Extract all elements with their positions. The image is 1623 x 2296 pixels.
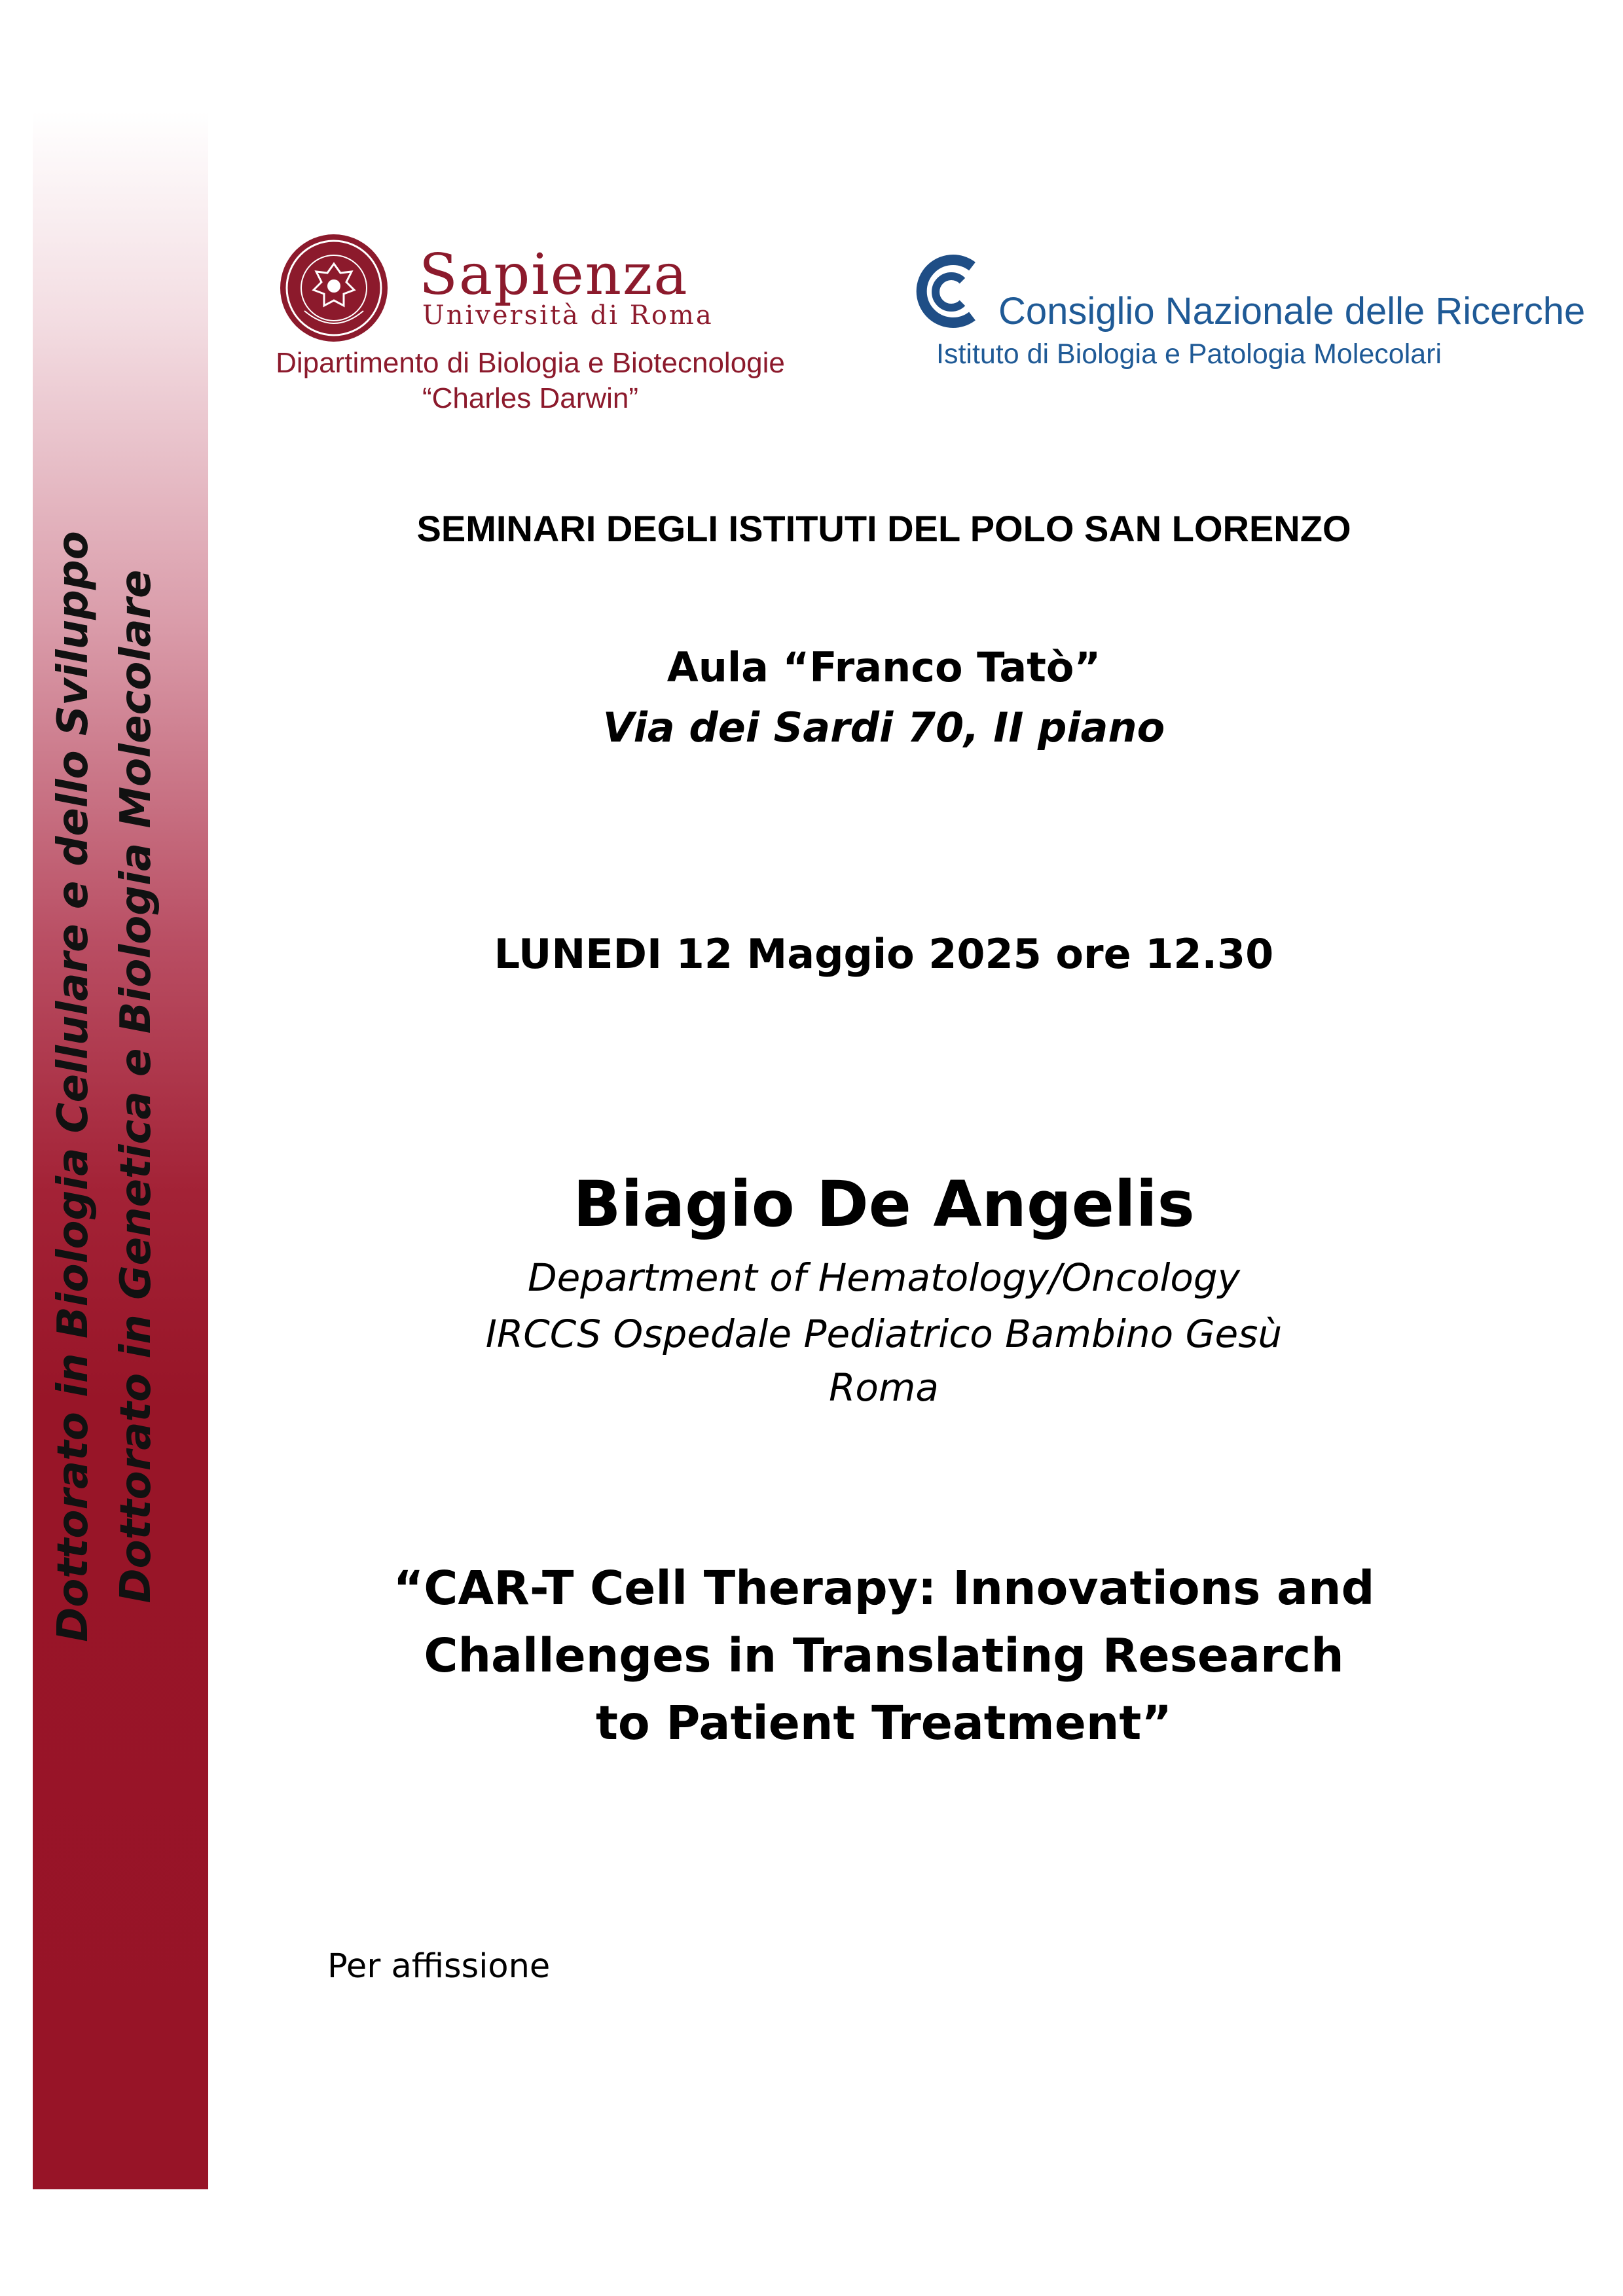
cnr-wordmark: Consiglio Nazionale delle Ricerche	[998, 290, 1586, 332]
cnr-logo	[910, 252, 982, 331]
posting-note: Per affissione	[327, 1947, 551, 1986]
sapienza-subtitle: Università di Roma	[422, 300, 714, 331]
phd-program-1: Dottorato in Biologia Cellulare e dello Sviluppo	[49, 531, 98, 1642]
phd-programs	[42, 497, 199, 1676]
talk-title	[367, 1554, 1401, 1757]
speaker-institution: IRCCS Ospedale Pediatrico Bambino Gesù	[485, 1312, 1283, 1356]
seminar-series-title: SEMINARI DEGLI ISTITUTI DEL POLO SAN LORENZO	[416, 508, 1351, 549]
speaker-city: Roma	[829, 1365, 939, 1410]
event-datetime: LUNEDI 12 Maggio 2025 ore 12.30	[494, 930, 1274, 978]
venue-address: Via dei Sardi 70, II piano	[602, 704, 1165, 751]
talk-title-line: “CAR-T Cell Therapy: Innovations and	[393, 1561, 1375, 1615]
sapienza-seal-logo	[278, 232, 390, 344]
talk-title-line: to Patient Treatment”	[595, 1696, 1173, 1750]
speaker-department: Department of Hematology/Oncology	[527, 1255, 1241, 1300]
department-name: Dipartimento di Biologia e Biotecnologie	[276, 347, 785, 379]
phd-program-2: Dottorato in Genetica e Biologia Molecolare	[112, 569, 160, 1604]
department-dedication: “Charles Darwin”	[422, 382, 639, 414]
sapienza-wordmark: Sapienza	[419, 242, 689, 308]
talk-title-line: Challenges in Translating Research	[424, 1628, 1344, 1683]
cnr-institute: Istituto di Biologia e Patologia Molecolari	[936, 338, 1442, 370]
speaker-name: Biagio De Angelis	[573, 1168, 1195, 1241]
room-name: Aula “Franco Tatò”	[666, 643, 1101, 691]
